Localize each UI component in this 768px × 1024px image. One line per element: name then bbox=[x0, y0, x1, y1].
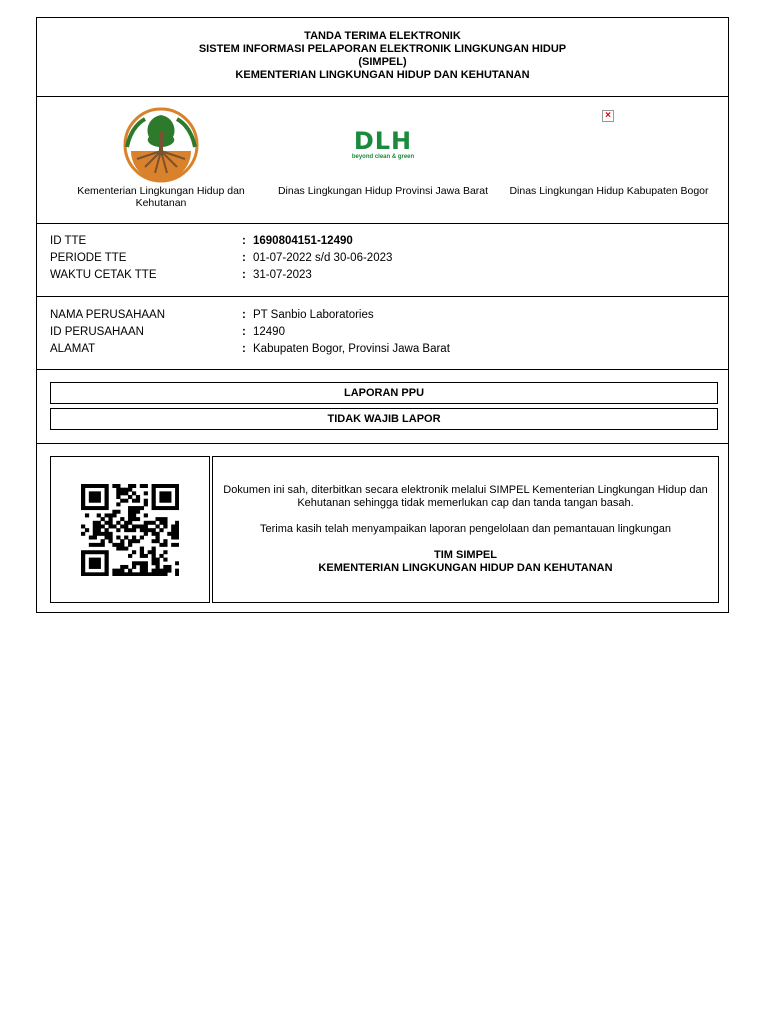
nama-perusahaan-label: NAMA PERUSAHAAN bbox=[50, 309, 166, 321]
nama-perusahaan-value: PT Sanbio Laboratories bbox=[253, 309, 374, 321]
logo-dlh-jabar bbox=[273, 97, 493, 222]
thank-you-note: Terima kasih telah menyampaikan laporan pengelolaan dan pemantauan lingkungan bbox=[260, 523, 671, 535]
klhk-logo-icon bbox=[121, 107, 201, 183]
id-tte-value: 1690804151-12490 bbox=[253, 235, 353, 247]
row-nama-perusahaan bbox=[50, 307, 718, 324]
periode-tte-value: 01-07-2022 s/d 30-06-2023 bbox=[253, 252, 393, 264]
colon: : bbox=[242, 309, 246, 321]
header-system-abbr: (SIMPEL) bbox=[358, 56, 407, 68]
row-id-tte bbox=[50, 233, 718, 250]
logo-caption-klhk: Kementerian Lingkungan Hidup dan Kehutanan bbox=[77, 185, 245, 209]
signature-ministry: KEMENTERIAN LINGKUNGAN HIDUP DAN KEHUTANAN bbox=[318, 562, 613, 574]
receipt-document bbox=[36, 17, 729, 613]
row-waktu-cetak bbox=[50, 267, 718, 284]
alamat-label: ALAMAT bbox=[50, 343, 96, 355]
validity-statement: Dokumen ini sah, diterbitkan secara elektronik melalui SIMPEL Kementerian Lingkungan Hidup dan Kehutanan sehingga tidak memerlukan cap dan tanda tangan basah. bbox=[223, 484, 708, 509]
logo-section bbox=[37, 97, 728, 224]
header-ministry: KEMENTERIAN LINGKUNGAN HIDUP DAN KEHUTANAN bbox=[235, 69, 530, 81]
company-info-section bbox=[37, 297, 728, 370]
logo-caption-dlh-bogor: Dinas Lingkungan Hidup Kabupaten Bogor bbox=[509, 185, 709, 197]
logo-klhk bbox=[51, 97, 271, 222]
qr-code-icon bbox=[81, 484, 179, 576]
header-title: TANDA TERIMA ELEKTRONIK bbox=[304, 30, 461, 42]
alamat-value: Kabupaten Bogor, Provinsi Jawa Barat bbox=[253, 343, 450, 355]
logo-caption-dlh-jabar: Dinas Lingkungan Hidup Provinsi Jawa Barat bbox=[277, 185, 489, 197]
row-alamat bbox=[50, 341, 718, 358]
report-status-section bbox=[37, 370, 728, 444]
signature-team: TIM SIMPEL bbox=[434, 549, 497, 561]
qr-code-box bbox=[50, 456, 210, 603]
waktu-cetak-value: 31-07-2023 bbox=[253, 269, 312, 281]
row-id-perusahaan bbox=[50, 324, 718, 341]
dlh-logo-icon bbox=[273, 129, 493, 165]
dlh-logo-text: DLH bbox=[353, 127, 413, 155]
document-header bbox=[37, 18, 728, 97]
row-periode-tte bbox=[50, 250, 718, 267]
validation-message-box bbox=[212, 456, 719, 603]
id-perusahaan-value: 12490 bbox=[253, 326, 285, 338]
colon: : bbox=[242, 343, 246, 355]
broken-image-icon: × bbox=[602, 110, 614, 122]
dlh-logo-tagline: beyond clean & green bbox=[351, 154, 415, 160]
header-system-name: SISTEM INFORMASI PELAPORAN ELEKTRONIK LINGKUNGAN HIDUP bbox=[198, 43, 567, 55]
id-perusahaan-label: ID PERUSAHAAN bbox=[50, 326, 144, 338]
colon: : bbox=[242, 235, 246, 247]
periode-tte-label: PERIODE TTE bbox=[50, 252, 127, 264]
colon: : bbox=[242, 252, 246, 264]
logo-dlh-bogor bbox=[499, 97, 719, 222]
colon: : bbox=[242, 269, 246, 281]
report-obligation-box: TIDAK WAJIB LAPOR bbox=[50, 408, 718, 430]
verification-section bbox=[37, 444, 728, 614]
waktu-cetak-label: WAKTU CETAK TTE bbox=[50, 269, 157, 281]
id-tte-label: ID TTE bbox=[50, 235, 87, 247]
colon: : bbox=[242, 326, 246, 338]
report-type-box: LAPORAN PPU bbox=[50, 382, 718, 404]
tte-info-section bbox=[37, 224, 728, 297]
